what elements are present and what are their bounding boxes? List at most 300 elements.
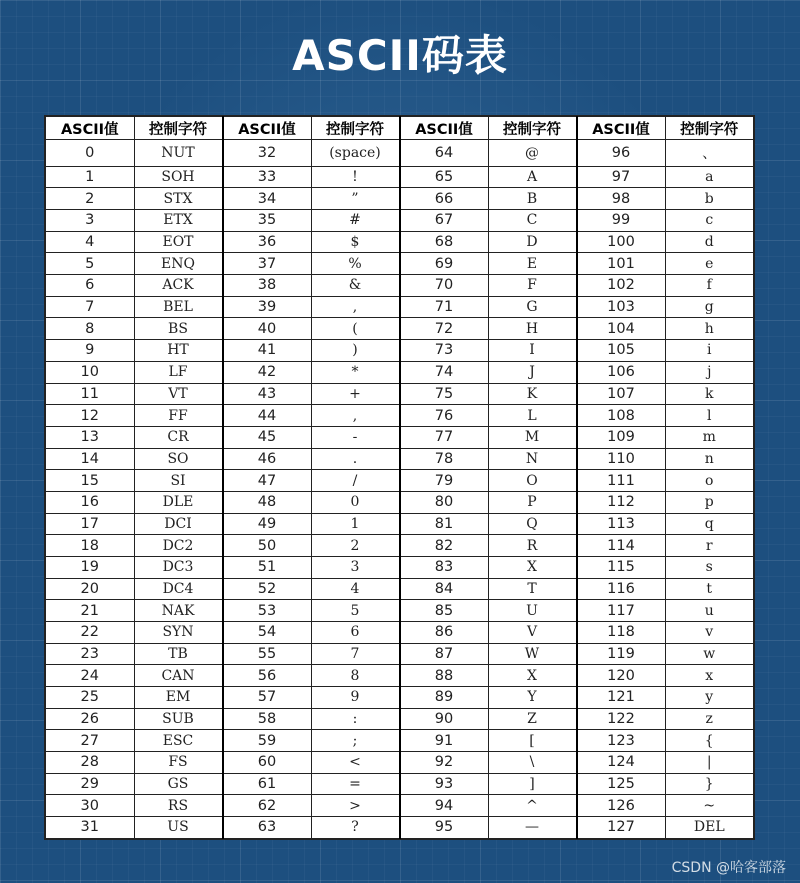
- control-char-cell: STX: [134, 188, 223, 210]
- table-row: [46, 578, 754, 600]
- ascii-value-cell: 24: [46, 665, 135, 687]
- control-char-cell: F: [488, 275, 577, 297]
- control-char-cell: [: [488, 730, 577, 752]
- control-char-cell: m: [665, 426, 754, 448]
- ascii-value-cell: 56: [223, 665, 312, 687]
- control-char-cell: CR: [134, 426, 223, 448]
- column-header-control-char: 控制字符: [665, 117, 754, 140]
- control-char-cell: D: [488, 231, 577, 253]
- control-char-cell: N: [488, 448, 577, 470]
- control-char-cell: n: [665, 448, 754, 470]
- control-char-cell: ?: [311, 816, 400, 838]
- ascii-value-cell: 75: [400, 383, 489, 405]
- ascii-value-cell: 46: [223, 448, 312, 470]
- ascii-value-cell: 64: [400, 140, 489, 167]
- control-char-cell: NUT: [134, 140, 223, 167]
- ascii-value-cell: 13: [46, 426, 135, 448]
- ascii-value-cell: 53: [223, 600, 312, 622]
- control-char-cell: C: [488, 210, 577, 232]
- table-row: [46, 426, 754, 448]
- ascii-value-cell: 68: [400, 231, 489, 253]
- control-char-cell: SUB: [134, 708, 223, 730]
- ascii-value-cell: 102: [577, 275, 666, 297]
- control-char-cell: <: [311, 751, 400, 773]
- control-char-cell: ,: [311, 405, 400, 427]
- ascii-value-cell: 39: [223, 296, 312, 318]
- ascii-value-cell: 111: [577, 470, 666, 492]
- control-char-cell: FS: [134, 751, 223, 773]
- ascii-value-cell: 49: [223, 513, 312, 535]
- ascii-value-cell: 60: [223, 751, 312, 773]
- ascii-value-cell: 90: [400, 708, 489, 730]
- column-header-control-char: 控制字符: [134, 117, 223, 140]
- control-char-cell: -: [311, 426, 400, 448]
- ascii-value-cell: 26: [46, 708, 135, 730]
- ascii-value-cell: 117: [577, 600, 666, 622]
- control-char-cell: B: [488, 188, 577, 210]
- table-row: [46, 795, 754, 817]
- control-char-cell: M: [488, 426, 577, 448]
- control-char-cell: 5: [311, 600, 400, 622]
- control-char-cell: X: [488, 556, 577, 578]
- ascii-value-cell: 80: [400, 491, 489, 513]
- ascii-value-cell: 105: [577, 340, 666, 362]
- control-char-cell: s: [665, 556, 754, 578]
- table-row: [46, 686, 754, 708]
- column-header-ascii-value: ASCII值: [577, 117, 666, 140]
- ascii-value-cell: 106: [577, 361, 666, 383]
- ascii-value-cell: 81: [400, 513, 489, 535]
- control-char-cell: t: [665, 578, 754, 600]
- ascii-value-cell: 20: [46, 578, 135, 600]
- control-char-cell: L: [488, 405, 577, 427]
- column-header-ascii-value: ASCII值: [223, 117, 312, 140]
- control-char-cell: :: [311, 708, 400, 730]
- control-char-cell: +: [311, 383, 400, 405]
- ascii-value-cell: 101: [577, 253, 666, 275]
- ascii-value-cell: 78: [400, 448, 489, 470]
- table-row: [46, 210, 754, 232]
- control-char-cell: 3: [311, 556, 400, 578]
- control-char-cell: b: [665, 188, 754, 210]
- table-header-row: [46, 117, 754, 140]
- control-char-cell: v: [665, 621, 754, 643]
- control-char-cell: *: [311, 361, 400, 383]
- table-row: [46, 730, 754, 752]
- control-char-cell: w: [665, 643, 754, 665]
- control-char-cell: SI: [134, 470, 223, 492]
- control-char-cell: ,: [311, 296, 400, 318]
- ascii-value-cell: 32: [223, 140, 312, 167]
- table-row: [46, 751, 754, 773]
- column-header-control-char: 控制字符: [488, 117, 577, 140]
- control-char-cell: J: [488, 361, 577, 383]
- control-char-cell: VT: [134, 383, 223, 405]
- ascii-value-cell: 62: [223, 795, 312, 817]
- ascii-value-cell: 66: [400, 188, 489, 210]
- control-char-cell: DCI: [134, 513, 223, 535]
- watermark: CSDN @哈客部落: [671, 860, 786, 876]
- control-char-cell: c: [665, 210, 754, 232]
- ascii-value-cell: 42: [223, 361, 312, 383]
- control-char-cell: V: [488, 621, 577, 643]
- ascii-value-cell: 77: [400, 426, 489, 448]
- control-char-cell: >: [311, 795, 400, 817]
- ascii-value-cell: 31: [46, 816, 135, 838]
- ascii-value-cell: 127: [577, 816, 666, 838]
- ascii-value-cell: 71: [400, 296, 489, 318]
- control-char-cell: U: [488, 600, 577, 622]
- ascii-value-cell: 65: [400, 166, 489, 188]
- control-char-cell: r: [665, 535, 754, 557]
- ascii-value-cell: 61: [223, 773, 312, 795]
- control-char-cell: K: [488, 383, 577, 405]
- ascii-value-cell: 83: [400, 556, 489, 578]
- ascii-value-cell: 115: [577, 556, 666, 578]
- control-char-cell: I: [488, 340, 577, 362]
- control-char-cell: {: [665, 730, 754, 752]
- ascii-value-cell: 59: [223, 730, 312, 752]
- control-char-cell: q: [665, 513, 754, 535]
- ascii-value-cell: 29: [46, 773, 135, 795]
- table-row: [46, 253, 754, 275]
- control-char-cell: ~: [665, 795, 754, 817]
- table-row: [46, 600, 754, 622]
- ascii-value-cell: 100: [577, 231, 666, 253]
- ascii-value-cell: 48: [223, 491, 312, 513]
- control-char-cell: ”: [311, 188, 400, 210]
- ascii-value-cell: 109: [577, 426, 666, 448]
- table-row: [46, 340, 754, 362]
- ascii-value-cell: 6: [46, 275, 135, 297]
- control-char-cell: Z: [488, 708, 577, 730]
- control-char-cell: RS: [134, 795, 223, 817]
- ascii-value-cell: 41: [223, 340, 312, 362]
- ascii-value-cell: 74: [400, 361, 489, 383]
- table-body: [46, 140, 754, 839]
- control-char-cell: DC4: [134, 578, 223, 600]
- table-row: [46, 816, 754, 838]
- ascii-value-cell: 4: [46, 231, 135, 253]
- control-char-cell: EM: [134, 686, 223, 708]
- ascii-value-cell: 15: [46, 470, 135, 492]
- ascii-value-cell: 44: [223, 405, 312, 427]
- table-row: [46, 296, 754, 318]
- column-header-ascii-value: ASCII值: [400, 117, 489, 140]
- control-char-cell: i: [665, 340, 754, 362]
- control-char-cell: SYN: [134, 621, 223, 643]
- control-char-cell: DLE: [134, 491, 223, 513]
- ascii-value-cell: 86: [400, 621, 489, 643]
- ascii-value-cell: 79: [400, 470, 489, 492]
- control-char-cell: A: [488, 166, 577, 188]
- control-char-cell: 9: [311, 686, 400, 708]
- table-row: [46, 361, 754, 383]
- control-char-cell: Y: [488, 686, 577, 708]
- control-char-cell: —: [488, 816, 577, 838]
- control-char-cell: FF: [134, 405, 223, 427]
- control-char-cell: ]: [488, 773, 577, 795]
- ascii-value-cell: 36: [223, 231, 312, 253]
- ascii-value-cell: 10: [46, 361, 135, 383]
- control-char-cell: &: [311, 275, 400, 297]
- control-char-cell: \: [488, 751, 577, 773]
- ascii-value-cell: 95: [400, 816, 489, 838]
- control-char-cell: ;: [311, 730, 400, 752]
- ascii-value-cell: 103: [577, 296, 666, 318]
- control-char-cell: k: [665, 383, 754, 405]
- table-row: [46, 665, 754, 687]
- ascii-value-cell: 25: [46, 686, 135, 708]
- control-char-cell: x: [665, 665, 754, 687]
- control-char-cell: 7: [311, 643, 400, 665]
- table-row: [46, 708, 754, 730]
- control-char-cell: =: [311, 773, 400, 795]
- ascii-value-cell: 88: [400, 665, 489, 687]
- control-char-cell: f: [665, 275, 754, 297]
- ascii-value-cell: 0: [46, 140, 135, 167]
- table-row: [46, 166, 754, 188]
- ascii-value-cell: 84: [400, 578, 489, 600]
- table-row: [46, 383, 754, 405]
- table-row: [46, 405, 754, 427]
- control-char-cell: j: [665, 361, 754, 383]
- control-char-cell: P: [488, 491, 577, 513]
- ascii-value-cell: 108: [577, 405, 666, 427]
- ascii-value-cell: 91: [400, 730, 489, 752]
- control-char-cell: EOT: [134, 231, 223, 253]
- control-char-cell: DEL: [665, 816, 754, 838]
- control-char-cell: (space): [311, 140, 400, 167]
- control-char-cell: g: [665, 296, 754, 318]
- control-char-cell: z: [665, 708, 754, 730]
- ascii-value-cell: 43: [223, 383, 312, 405]
- ascii-value-cell: 98: [577, 188, 666, 210]
- control-char-cell: y: [665, 686, 754, 708]
- control-char-cell: NAK: [134, 600, 223, 622]
- ascii-value-cell: 40: [223, 318, 312, 340]
- ascii-value-cell: 9: [46, 340, 135, 362]
- control-char-cell: 1: [311, 513, 400, 535]
- control-char-cell: ): [311, 340, 400, 362]
- control-char-cell: BS: [134, 318, 223, 340]
- ascii-value-cell: 85: [400, 600, 489, 622]
- ascii-value-cell: 93: [400, 773, 489, 795]
- ascii-value-cell: 69: [400, 253, 489, 275]
- ascii-value-cell: 97: [577, 166, 666, 188]
- ascii-value-cell: 19: [46, 556, 135, 578]
- control-char-cell: US: [134, 816, 223, 838]
- ascii-value-cell: 67: [400, 210, 489, 232]
- ascii-value-cell: 120: [577, 665, 666, 687]
- table-row: [46, 643, 754, 665]
- control-char-cell: R: [488, 535, 577, 557]
- control-char-cell: HT: [134, 340, 223, 362]
- control-char-cell: #: [311, 210, 400, 232]
- control-char-cell: l: [665, 405, 754, 427]
- ascii-value-cell: 123: [577, 730, 666, 752]
- ascii-value-cell: 7: [46, 296, 135, 318]
- ascii-value-cell: 76: [400, 405, 489, 427]
- control-char-cell: E: [488, 253, 577, 275]
- table-row: [46, 231, 754, 253]
- control-char-cell: u: [665, 600, 754, 622]
- ascii-value-cell: 50: [223, 535, 312, 557]
- ascii-value-cell: 116: [577, 578, 666, 600]
- control-char-cell: @: [488, 140, 577, 167]
- table-row: [46, 448, 754, 470]
- ascii-table: [45, 116, 754, 839]
- ascii-value-cell: 58: [223, 708, 312, 730]
- table-row: [46, 513, 754, 535]
- control-char-cell: ESC: [134, 730, 223, 752]
- control-char-cell: H: [488, 318, 577, 340]
- ascii-value-cell: 2: [46, 188, 135, 210]
- control-char-cell: Q: [488, 513, 577, 535]
- control-char-cell: SOH: [134, 166, 223, 188]
- ascii-value-cell: 118: [577, 621, 666, 643]
- control-char-cell: 2: [311, 535, 400, 557]
- ascii-value-cell: 94: [400, 795, 489, 817]
- ascii-value-cell: 119: [577, 643, 666, 665]
- ascii-value-cell: 107: [577, 383, 666, 405]
- ascii-value-cell: 73: [400, 340, 489, 362]
- control-char-cell: 6: [311, 621, 400, 643]
- ascii-value-cell: 37: [223, 253, 312, 275]
- column-header-control-char: 控制字符: [311, 117, 400, 140]
- ascii-value-cell: 114: [577, 535, 666, 557]
- table-row: [46, 275, 754, 297]
- control-char-cell: LF: [134, 361, 223, 383]
- control-char-cell: o: [665, 470, 754, 492]
- ascii-value-cell: 11: [46, 383, 135, 405]
- ascii-value-cell: 72: [400, 318, 489, 340]
- control-char-cell: O: [488, 470, 577, 492]
- ascii-value-cell: 27: [46, 730, 135, 752]
- ascii-value-cell: 33: [223, 166, 312, 188]
- ascii-value-cell: 34: [223, 188, 312, 210]
- table-row: [46, 140, 754, 167]
- ascii-value-cell: 110: [577, 448, 666, 470]
- table-row: [46, 535, 754, 557]
- ascii-value-cell: 92: [400, 751, 489, 773]
- ascii-value-cell: 23: [46, 643, 135, 665]
- control-char-cell: .: [311, 448, 400, 470]
- ascii-value-cell: 57: [223, 686, 312, 708]
- ascii-value-cell: 126: [577, 795, 666, 817]
- control-char-cell: ENQ: [134, 253, 223, 275]
- control-char-cell: !: [311, 166, 400, 188]
- control-char-cell: d: [665, 231, 754, 253]
- control-char-cell: e: [665, 253, 754, 275]
- control-char-cell: CAN: [134, 665, 223, 687]
- ascii-value-cell: 45: [223, 426, 312, 448]
- control-char-cell: BEL: [134, 296, 223, 318]
- control-char-cell: DC2: [134, 535, 223, 557]
- control-char-cell: }: [665, 773, 754, 795]
- control-char-cell: T: [488, 578, 577, 600]
- control-char-cell: X: [488, 665, 577, 687]
- control-char-cell: G: [488, 296, 577, 318]
- ascii-value-cell: 112: [577, 491, 666, 513]
- ascii-value-cell: 121: [577, 686, 666, 708]
- ascii-value-cell: 35: [223, 210, 312, 232]
- control-char-cell: DC3: [134, 556, 223, 578]
- ascii-value-cell: 113: [577, 513, 666, 535]
- ascii-value-cell: 22: [46, 621, 135, 643]
- column-header-ascii-value: ASCII值: [46, 117, 135, 140]
- ascii-value-cell: 99: [577, 210, 666, 232]
- ascii-value-cell: 87: [400, 643, 489, 665]
- table-row: [46, 491, 754, 513]
- ascii-value-cell: 16: [46, 491, 135, 513]
- table-row: [46, 318, 754, 340]
- table-row: [46, 470, 754, 492]
- control-char-cell: 4: [311, 578, 400, 600]
- control-char-cell: 0: [311, 491, 400, 513]
- page-title: ASCII码表: [292, 31, 508, 80]
- table-row: [46, 773, 754, 795]
- ascii-value-cell: 70: [400, 275, 489, 297]
- ascii-value-cell: 8: [46, 318, 135, 340]
- ascii-value-cell: 21: [46, 600, 135, 622]
- control-char-cell: W: [488, 643, 577, 665]
- table-row: [46, 621, 754, 643]
- control-char-cell: p: [665, 491, 754, 513]
- control-char-cell: 、: [665, 140, 754, 167]
- ascii-value-cell: 63: [223, 816, 312, 838]
- ascii-value-cell: 30: [46, 795, 135, 817]
- control-char-cell: /: [311, 470, 400, 492]
- ascii-value-cell: 54: [223, 621, 312, 643]
- ascii-value-cell: 1: [46, 166, 135, 188]
- control-char-cell: $: [311, 231, 400, 253]
- ascii-value-cell: 89: [400, 686, 489, 708]
- ascii-value-cell: 18: [46, 535, 135, 557]
- control-char-cell: SO: [134, 448, 223, 470]
- control-char-cell: h: [665, 318, 754, 340]
- control-char-cell: a: [665, 166, 754, 188]
- ascii-value-cell: 47: [223, 470, 312, 492]
- control-char-cell: GS: [134, 773, 223, 795]
- ascii-value-cell: 14: [46, 448, 135, 470]
- control-char-cell: TB: [134, 643, 223, 665]
- ascii-value-cell: 17: [46, 513, 135, 535]
- control-char-cell: |: [665, 751, 754, 773]
- ascii-table-container: [44, 115, 755, 840]
- table-row: [46, 188, 754, 210]
- ascii-value-cell: 28: [46, 751, 135, 773]
- ascii-value-cell: 3: [46, 210, 135, 232]
- ascii-value-cell: 124: [577, 751, 666, 773]
- control-char-cell: 8: [311, 665, 400, 687]
- ascii-value-cell: 38: [223, 275, 312, 297]
- table-row: [46, 556, 754, 578]
- ascii-value-cell: 5: [46, 253, 135, 275]
- ascii-value-cell: 51: [223, 556, 312, 578]
- ascii-value-cell: 52: [223, 578, 312, 600]
- control-char-cell: %: [311, 253, 400, 275]
- ascii-value-cell: 125: [577, 773, 666, 795]
- ascii-value-cell: 82: [400, 535, 489, 557]
- control-char-cell: ETX: [134, 210, 223, 232]
- ascii-value-cell: 122: [577, 708, 666, 730]
- ascii-value-cell: 55: [223, 643, 312, 665]
- control-char-cell: (: [311, 318, 400, 340]
- ascii-value-cell: 104: [577, 318, 666, 340]
- ascii-value-cell: 96: [577, 140, 666, 167]
- control-char-cell: ^: [488, 795, 577, 817]
